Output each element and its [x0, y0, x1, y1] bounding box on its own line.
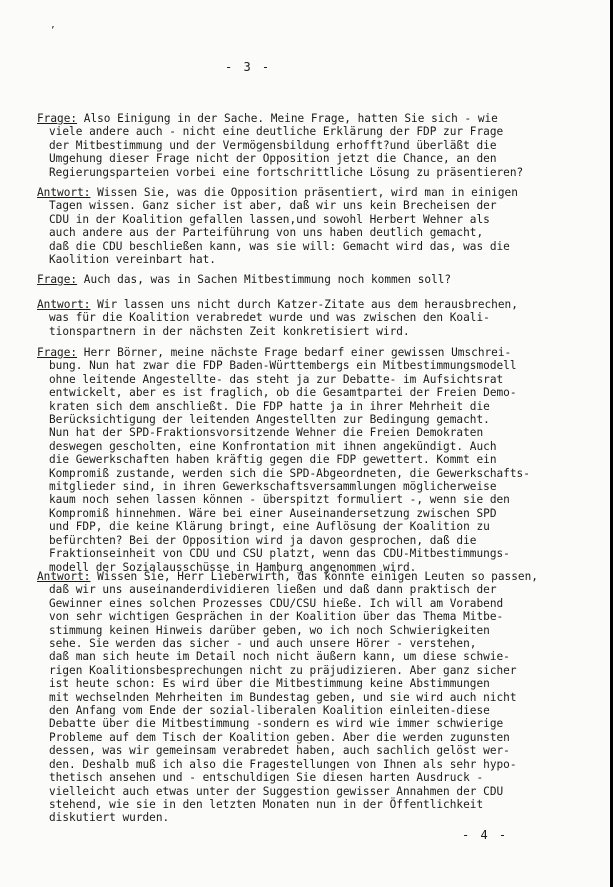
text-line: befürchten? Bei der Opposition wird ja davon gesprochen, daß die — [49, 533, 477, 547]
text-line: Kompromiß zustande, werden sich die SPD-Abgeordneten, die Gewerkschafts- — [49, 466, 530, 480]
text-line: Kaolition vereinbart hat. — [49, 253, 216, 267]
text-line: Also Einigung in der Sache. Meine Frage, hatten Sie sich - wie — [83, 112, 498, 125]
text-line: entwickelt, aber es ist fraglich, ob die Gesamtpartei der Freien Demo- — [49, 386, 517, 400]
text-line: Kompromiß hinnehmen. Wäre bei einer Auseinandersetzung zwischen SPD — [49, 506, 497, 520]
text-line: Umgehung dieser Frage nicht der Opposition jetzt die Chance, an den — [49, 152, 497, 166]
text-line: mitglieder sind, in ihren Gewerkschaftsversammlungen möglicherweise — [49, 480, 497, 494]
text-line: den Anfang vom Ende der sozial-liberalen Koalition einleiten-diese — [49, 704, 490, 718]
text-line: Nun hat der SPD-Fraktionsvorsitzende Wehner die Freien Demokraten — [49, 426, 484, 440]
text-line: kraten sich dem anschließt. Die FDP hatte ja in ihrer Mehrheit die — [49, 399, 490, 413]
text-line: sehe. Sie werden das sicher - und auch unsere Hörer - verstehen, — [49, 637, 477, 651]
text-line: viele andere auch - nicht eine deutliche Erklärung der FDP zur Frage — [49, 125, 504, 139]
text-line: daß wir uns auseinanderdividieren ließen und daß dann praktisch der — [49, 583, 497, 597]
text-line: Wir lassen uns nicht durch Katzer-Zitate aus dem herausbrechen, — [97, 298, 518, 311]
text-line: Wissen Sie, Herr Lieberwirth, das könnte einigen Leuten so passen, — [97, 570, 538, 583]
text-line: Herr Börner, meine nächste Frage bedarf einer gewissen Umschrei- — [83, 346, 512, 359]
next-page-indicator: - 4 - — [462, 828, 509, 842]
question-label: Frage: — [37, 112, 78, 125]
scan-mark: ’ — [50, 26, 56, 36]
text-line: thetisch ansehen und - entschuldigen Sie diesen harten Ausdruck - — [49, 771, 484, 785]
page-number: - 3 - — [225, 60, 272, 74]
text-line: bung. Nun hat zwar die FDP Baden-Württembergs ein Mitbestimmungsmodell — [49, 359, 517, 373]
text-line: vielleicht auch etwas unter der Suggestion gewisser Annahmen der CDU — [49, 784, 504, 798]
text-line: Regierungsparteien vorbei eine fortschrittliche Lösung zu präsentieren? — [49, 165, 524, 179]
answer-label: Antwort: — [37, 298, 91, 311]
text-line: mit wechselnden Mehrheiten im Bundestag geben, und sie wird auch nicht — [49, 690, 517, 704]
text-line: Fraktionseinheit von CDU und CSU platzt, wenn das CDU-Mitbestimmungs- — [49, 547, 510, 561]
text-line: dessen, was wir gemeinsam verabredet haben, auch sachlich gelöst wer- — [49, 744, 510, 758]
question-label: Frage: — [37, 346, 78, 359]
text-line: ohne leitende Angestellte- das steht ja zur Debatte- im Aufsichtsrat — [49, 372, 504, 386]
qa-block-6 — [37, 570, 582, 825]
qa-block-2 — [37, 186, 582, 266]
question-label: Frage: — [37, 273, 78, 286]
text-line: diskutiert wurden. — [49, 811, 170, 825]
text-line: Wissen Sie, was die Opposition präsentiert, wird man in einigen — [97, 186, 518, 199]
text-line: was für die Koalition verabredet wurde und was zwischen den Koali- — [49, 311, 490, 325]
text-line: von sehr wichtigen Gesprächen in der Koalition über das Thema Mitbe- — [49, 610, 504, 624]
text-line: stehend, wie sie in den letzten Monaten nun in der Öffentlichkeit — [49, 797, 484, 811]
text-line: modell der Sozialausschüsse in Hamburg angenommen wird. — [49, 560, 417, 574]
text-line: stimmung keinen Hinweis darüber geben, wo ich noch Schwierigkeiten — [49, 623, 490, 637]
answer-label: Antwort: — [37, 570, 91, 583]
text-line: die Gewerkschaften haben kräftig gegen die FDP gewettert. Kommt ein — [49, 453, 497, 467]
qa-block-1 — [37, 112, 582, 179]
text-line: Berücksichtigung der leitenden Angestellten zur Bedingung gemacht. — [49, 413, 490, 427]
text-line: auch andere aus der Parteiführung von uns haben deutlich gemacht, — [49, 226, 484, 240]
text-line: deswegen gescholten, eine Konfrontation mit ihnen angekündigt. Auch — [49, 439, 497, 453]
text-line: Auch das, was in Sachen Mitbestimmung noch kommen soll? — [83, 273, 452, 286]
text-line: ist heute schon: Es wird über die Mitbestimmung keine Abstimmungen — [49, 677, 490, 691]
text-line: Gewinner eines solchen Prozesses CDU/CSU hieße. Ich will am Vorabend — [49, 596, 504, 610]
text-line: rigen Koalitionsbesprechungen nicht zu präjudizieren. Aber ganz sicher — [49, 663, 517, 677]
text-line: der Mitbestimmung und der Vermögensbildung erhofft?und überläßt die — [49, 138, 497, 152]
text-line: den. Deshalb muß ich also die Fragestellungen von Ihnen als sehr hypo- — [49, 757, 517, 771]
text-line: Tagen wissen. Ganz sicher ist aber, daß wir uns kein Brecheisen der — [49, 199, 497, 213]
answer-label: Antwort: — [37, 186, 91, 199]
text-line: tionspartnern in der nächsten Zeit konkretisiert wird. — [49, 324, 410, 338]
text-line: daß die CDU beschließen kann, was sie will: Gemacht wird das, was die — [49, 239, 510, 253]
qa-block-5 — [37, 346, 582, 574]
qa-block-3 — [37, 273, 582, 286]
text-line: und FDP, die keine Klärung bringt, eine Auflösung der Koalition zu — [49, 520, 490, 534]
text-line: Probleme auf dem Tisch der Koalition geben. Aber die werden zugunsten — [49, 730, 510, 744]
text-line: daß man sich heute im Detail noch nicht äußern kann, um diese schwie- — [49, 650, 510, 664]
qa-block-4 — [37, 298, 582, 338]
text-line: Debatte über die Mitbestimmung -sondern es wird wie immer schwierige — [49, 717, 504, 731]
text-line: CDU in der Koalition gefallen lassen,und sowohl Herbert Wehner als — [49, 212, 490, 226]
text-line: kaum noch sehen lassen können - überspitzt formuliert -, wenn sie den — [49, 493, 510, 507]
